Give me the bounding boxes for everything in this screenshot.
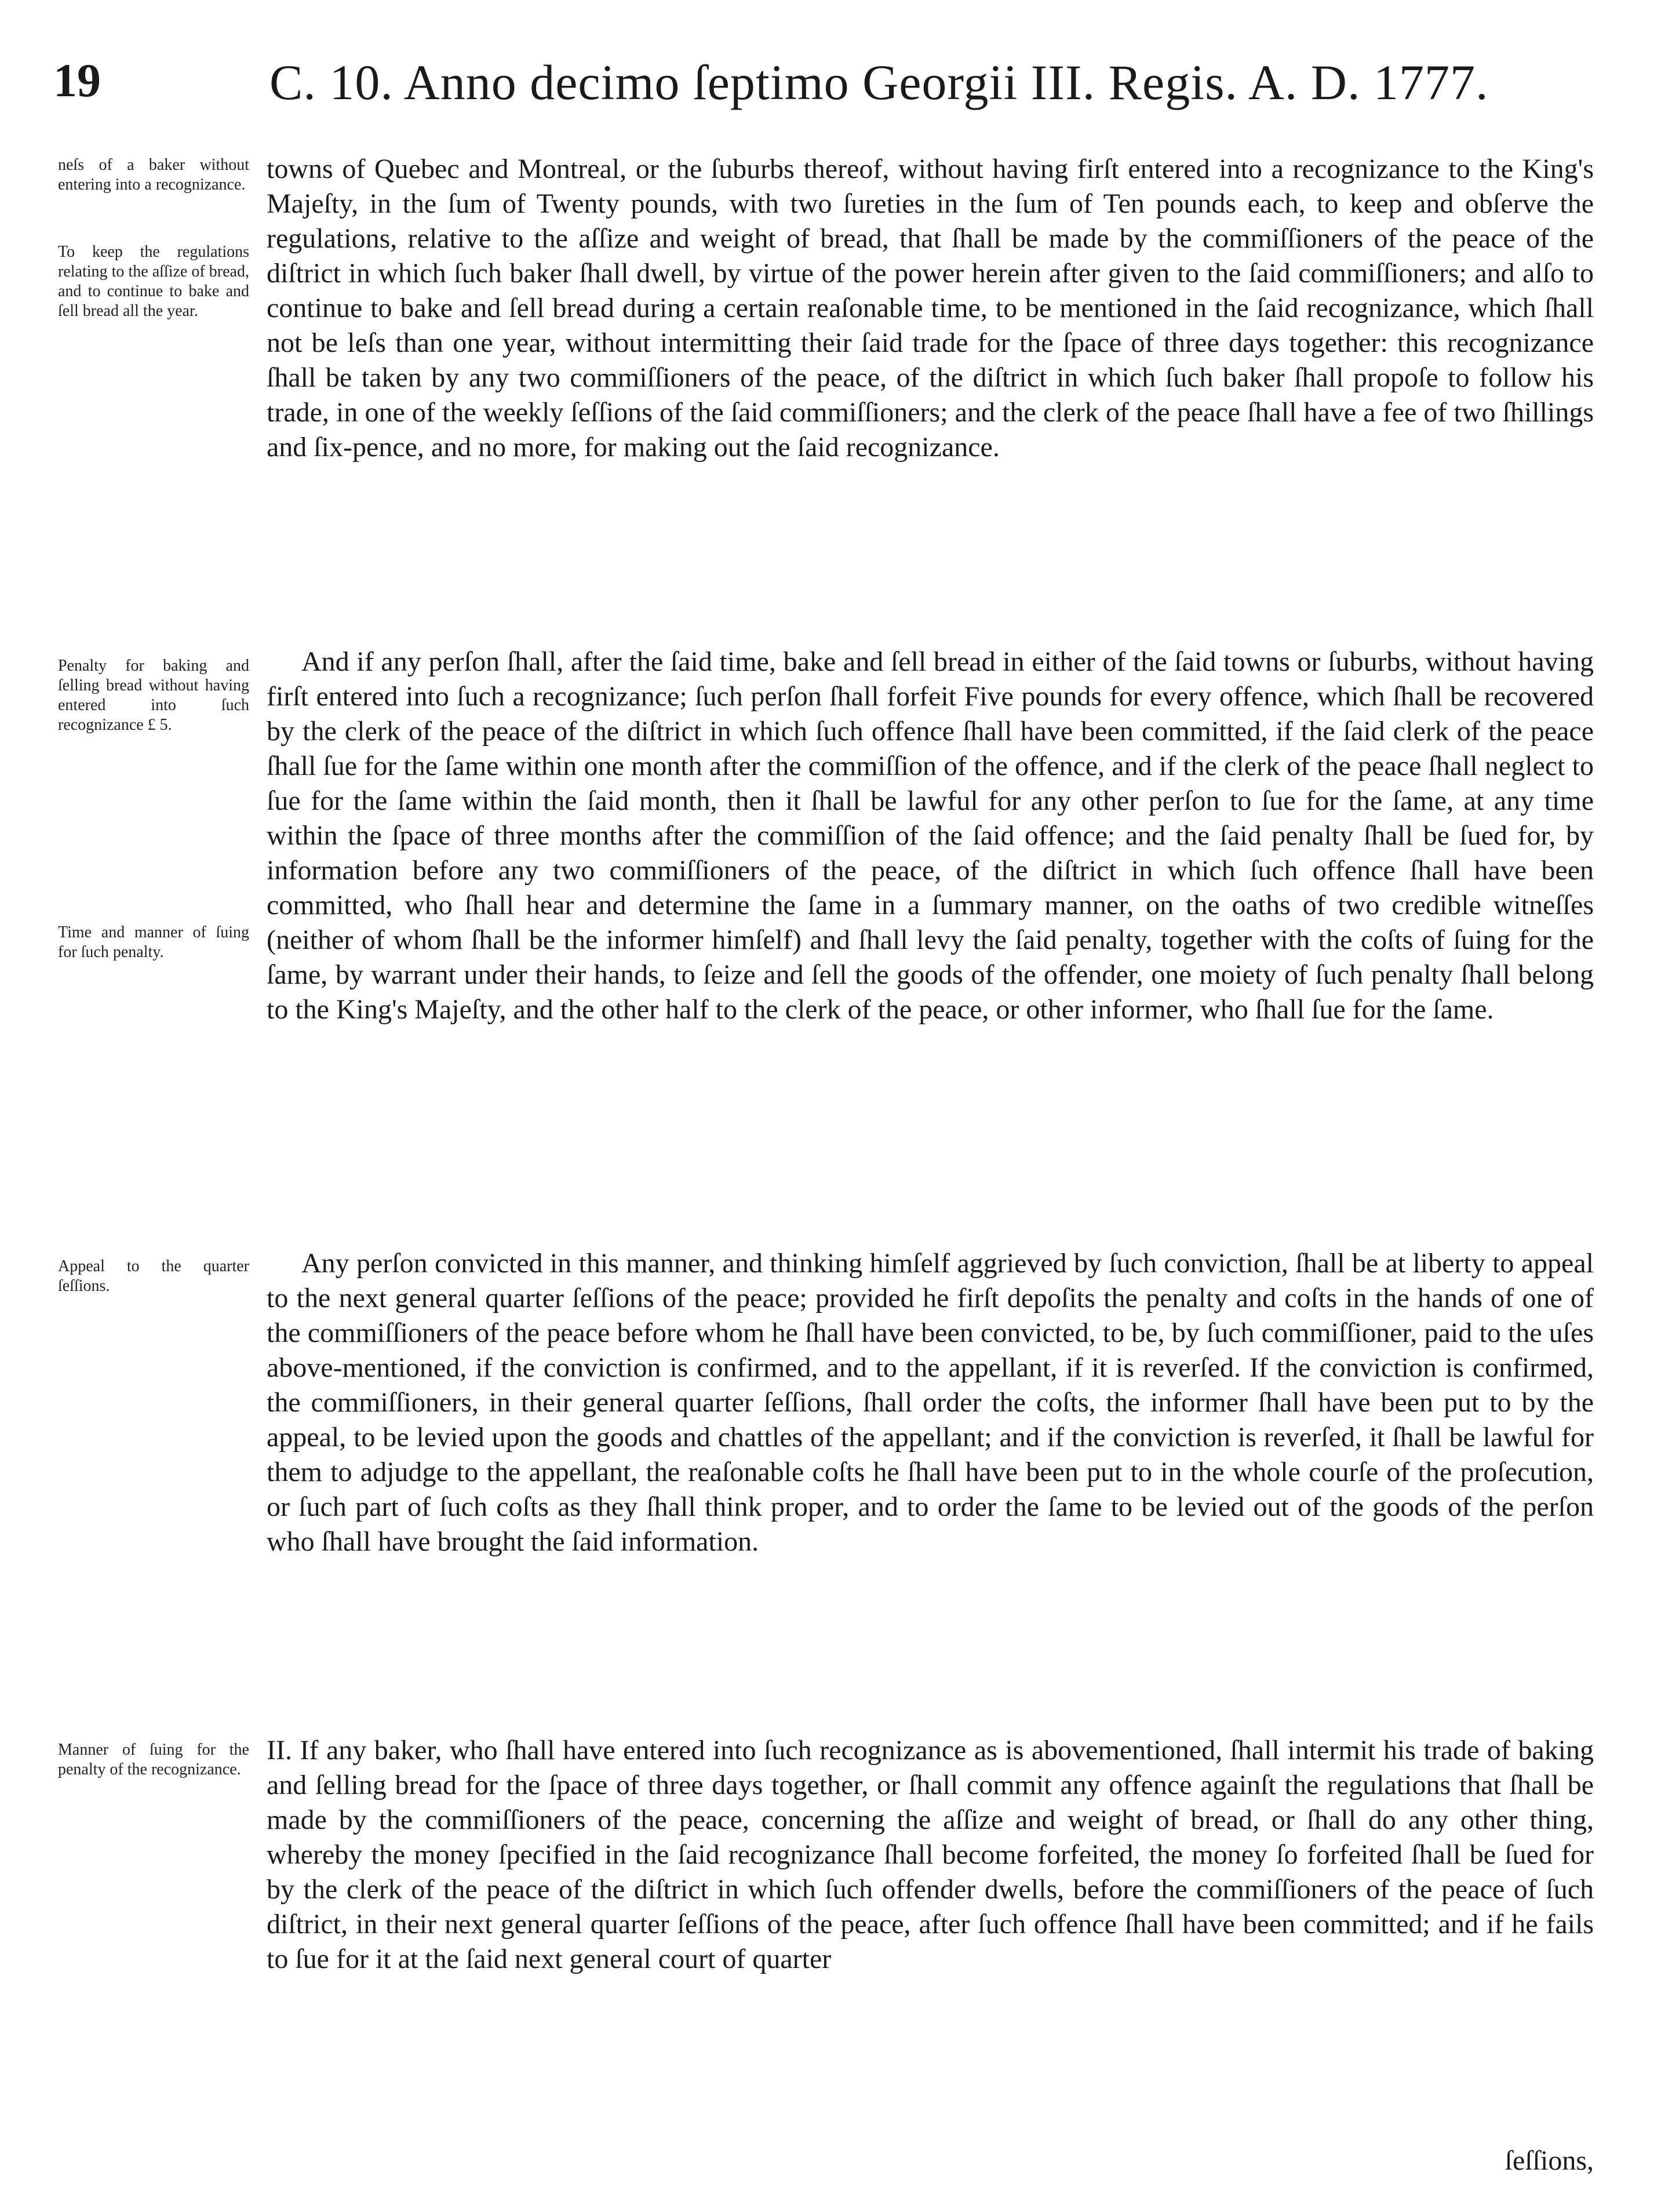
paragraph-text: II. If any baker, who ſhall have entered into ſuch recognizance as is abovementioned, ſhall intermit his trade of baking and ſelling bread for the ſpace of three days together, or ſhall commit any offence againſt the regulations that ſhall be made by the commiſſioners of the peace, concerning the aſſize and weight of bread, or ſhall do any other thing, whereby the money ſpecified in the ſaid recognizance ſhall become forfeited, the money ſo forfeited ſhall be ſued for by the clerk of the peace of the diſtrict in which ſuch offender dwells, before the commiſſioners of the peace of ſuch diſtrict, in their next general quarter ſeſſions of the peace, after ſuch offence ſhall have been committed; and if he fails to ſue for it at the ſaid next general court of quarter — [267, 1735, 1594, 1974]
page-number: 19 — [53, 54, 101, 107]
catchword: ſeſſions, — [1505, 2145, 1594, 2176]
marginal-note-recognizance-penalty: Manner of ſuing for the penalty of the recognizance. — [58, 1741, 249, 1778]
marginal-note-time-and-manner: Time and manner of ſuing for ſuch penalty. — [58, 923, 249, 961]
paragraph-text: towns of Quebec and Montreal, or the ſuburbs thereof, without having firſt entered into a recognizance to the King's Majeſty, in the ſum of Twenty pounds, with two ſureties in the ſum of Ten pounds each, to keep and obſerve the regulations, relative to the aſſize and weight of bread, that ſhall be made by the commiſſioners of the peace of the diſtrict in which ſuch baker ſhall dwell, by virtue of the power herein after given to the ſaid commiſſioners; and alſo to continue to bake and ſell bread during a certain reaſonable time, to be mentioned in the ſaid recognizance, which ſhall not be leſs than one year, without intermitting their ſaid trade for the ſpace of three days together: this recognizance ſhall be taken by any two commiſſioners of the peace, of the diſtrict in which ſuch baker ſhall propoſe to follow his trade, in one of the weekly ſeſſions of the ſaid commiſſioners; and the clerk of the peace ſhall have a fee of two ſhillings and ſix-pence, and no more, for making out the ſaid recognizance. — [267, 154, 1594, 463]
page-header — [0, 0, 1672, 133]
paragraph-appeal — [267, 1246, 1594, 1559]
paragraph-recognizance — [267, 152, 1594, 465]
paragraph-text: And if any perſon ſhall, after the ſaid time, bake and ſell bread in either of the ſaid towns or ſuburbs, without having firſt entered into ſuch a recognizance; ſuch perſon ſhall forfeit Five pounds for every offence, which ſhall be recovered by the clerk of the peace of the diſtrict in which ſuch offence ſhall have been committed, if the ſaid clerk of the peace ſhall ſue for the ſame within one month after the commiſſion of the offence, and if the clerk of the peace ſhall neglect to ſue for the ſame within the ſaid month, then it ſhall be lawful for any other perſon to ſue for the ſame, at any time within the ſpace of three months after the commiſſion of the ſaid offence; and the ſaid penalty ſhall be ſued for, by information before any two commiſſioners of the peace, of the diſtrict in which ſuch offence ſhall have been committed, who ſhall hear and determine the ſame in a ſummary manner, on the oaths of two credible witneſſes (neither of whom ſhall be the informer himſelf) and ſhall levy the ſaid penalty, together with the coſts of ſuing for the ſame, by warrant under their hands, to ſeize and ſell the goods of the offender, one moiety of ſuch penalty ſhall belong to the King's Majeſty, and the other half to the clerk of the peace, or other informer, who ſhall ſue for the ſame. — [267, 646, 1594, 1025]
marginal-note-appeal: Appeal to the quarter ſeſſions. — [58, 1257, 249, 1295]
marginal-note-assize-regulations: To keep the regulations relating to the aſſize of bread, and to continue to bake and ſell bread all the year. — [58, 243, 249, 320]
marginal-note-baker-recognizance: neſs of a baker without entering into a recognizance. — [58, 156, 249, 194]
marginal-note-penalty: Penalty for baking and ſelling bread without having entered into ſuch recognizance £ 5. — [58, 657, 249, 734]
paragraph-text: Any perſon convicted in this manner, and thinking himſelf aggrieved by ſuch conviction, ſhall be at liberty to appeal to the next general quarter ſeſſions of the peace; provided he firſt depoſits the penalty and coſts in the hands of one of the commiſſioners of the peace before whom he ſhall have been convicted, to be, by ſuch commiſſioner, paid to the uſes above-mentioned, if the conviction is confirmed, and to the appellant, if it is reverſed. If the conviction is confirmed, the commiſſioners, in their general quarter ſeſſions, ſhall order the coſts, the informer ſhall have been put to by the appeal, to be levied upon the goods and chattles of the appellant; and if the conviction is reverſed, it ſhall be lawful for them to adjudge to the appellant, the reaſonable coſts he ſhall have been put to in the whole courſe of the proſecution, or ſuch part of ſuch coſts as they ſhall think proper, and to order the ſame to be levied out of the goods of the perſon who ſhall have brought the ſaid information. — [267, 1248, 1594, 1557]
paragraph-section-ii — [267, 1733, 1594, 1977]
running-head: C. 10. Anno decimo ſeptimo Georgii III. Regis. A. D. 1777. — [269, 54, 1489, 110]
paragraph-penalty — [267, 645, 1594, 1027]
